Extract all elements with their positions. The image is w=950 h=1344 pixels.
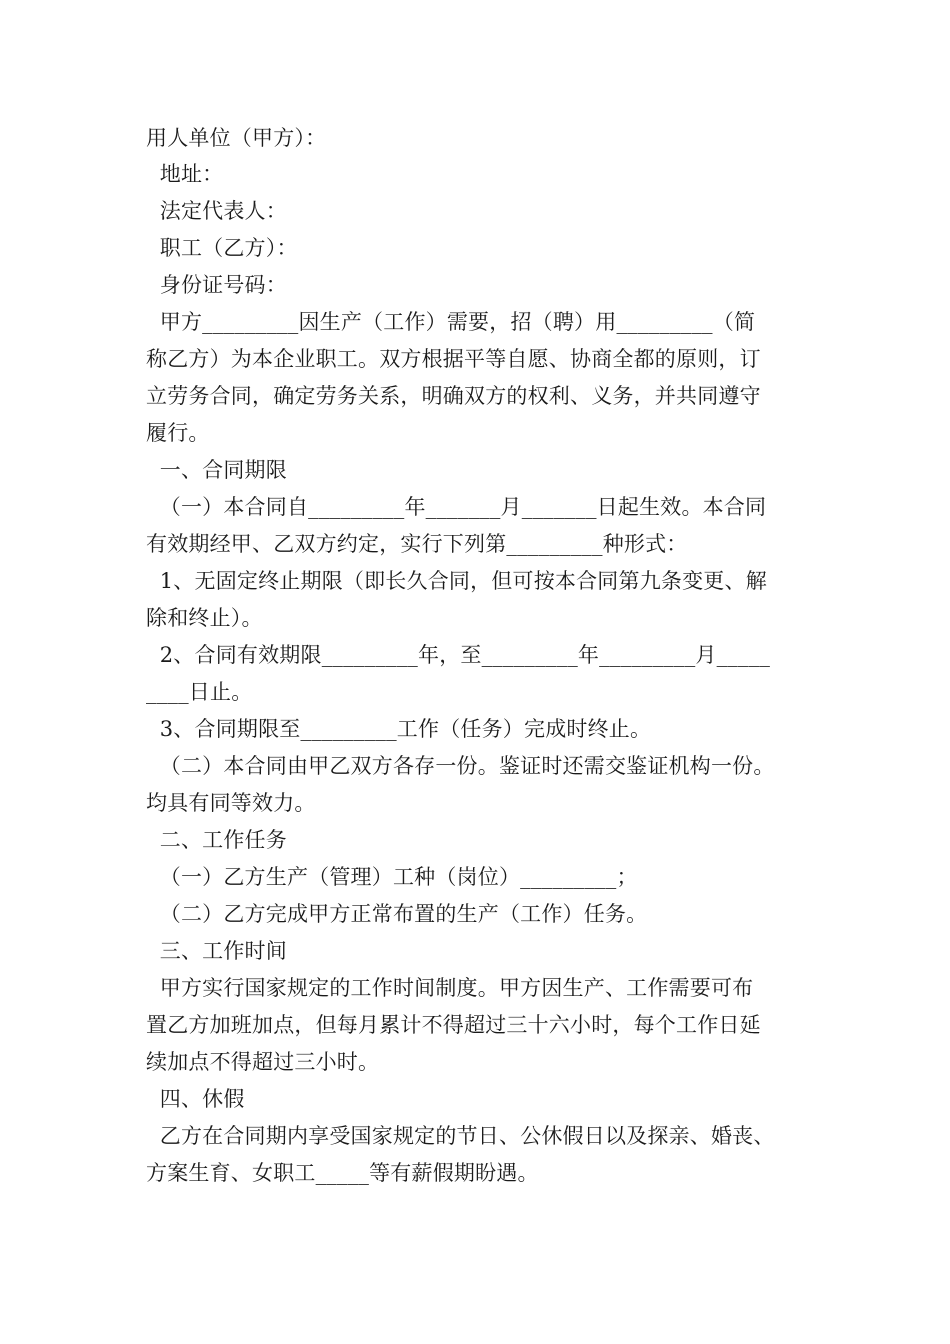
term-option-2-line-2: ____日止。 bbox=[146, 680, 253, 704]
term-option-2-line-1: 2、合同有效期限_________年，至_________年_________月_____ bbox=[146, 643, 771, 667]
term-option-1-line-2: 除和终止）。 bbox=[146, 606, 263, 630]
section-2-clause-2: （二）乙方完成甲方正常布置的生产（工作）任务。 bbox=[146, 902, 648, 926]
intro-paragraph-line-2: 称乙方）为本企业职工。双方根据平等自愿、协商全都的原则，订 bbox=[146, 347, 761, 371]
section-4-heading: 四、休假 bbox=[146, 1087, 245, 1111]
section-1-clause-1-line-2: 有效期经甲、乙双方约定，实行下列第_________种形式： bbox=[146, 532, 688, 556]
section-4-paragraph-line-1: 乙方在合同期内享受国家规定的节日、公休假日以及探亲、婚丧、 bbox=[146, 1124, 775, 1148]
section-2-clause-1: （一）乙方生产（管理）工种（岗位）_________； bbox=[146, 865, 638, 889]
legal-representative-label: 法定代表人： bbox=[146, 199, 287, 223]
section-3-paragraph-line-3: 续加点不得超过三小时。 bbox=[146, 1050, 380, 1074]
section-3-heading: 三、工作时间 bbox=[146, 939, 287, 963]
section-2-heading: 二、工作任务 bbox=[146, 828, 287, 852]
section-3-paragraph-line-2: 置乙方加班加点，但每月累计不得超过三十六小时，每个工作日延 bbox=[146, 1013, 761, 1037]
term-option-1-line-1: 1、无固定终止期限（即长久合同，但可按本合同第九条变更、解 bbox=[146, 569, 767, 593]
section-1-clause-2-line-1: （二）本合同由甲乙双方各存一份。鉴证时还需交鉴证机构一份。 bbox=[146, 754, 775, 778]
employee-label: 职工（乙方）： bbox=[146, 236, 298, 260]
intro-paragraph-line-3: 立劳务合同，确定劳务关系，明确双方的权利、义务，并共同遵守 bbox=[146, 384, 761, 408]
intro-paragraph-line-4: 履行。 bbox=[146, 421, 210, 445]
section-1-clause-2-line-2: 均具有同等效力。 bbox=[146, 791, 316, 815]
id-number-label: 身份证号码： bbox=[146, 273, 287, 297]
term-option-3: 3、合同期限至_________工作（任务）完成时终止。 bbox=[146, 717, 652, 741]
employer-label: 用人单位（甲方）： bbox=[146, 126, 327, 150]
section-3-paragraph-line-1: 甲方实行国家规定的工作时间制度。甲方因生产、工作需要可布 bbox=[146, 976, 754, 1000]
intro-paragraph-line-1: 甲方_________因生产（工作）需要，招（聘）用_________（简 bbox=[146, 310, 756, 334]
section-4-paragraph-line-2: 方案生育、女职工_____等有薪假期盼遇。 bbox=[146, 1161, 539, 1185]
address-label: 地址： bbox=[146, 162, 224, 186]
section-1-heading: 一、合同期限 bbox=[146, 458, 287, 482]
section-1-clause-1-line-1: （一）本合同自_________年_______月_______日起生效。本合同 bbox=[146, 495, 767, 519]
